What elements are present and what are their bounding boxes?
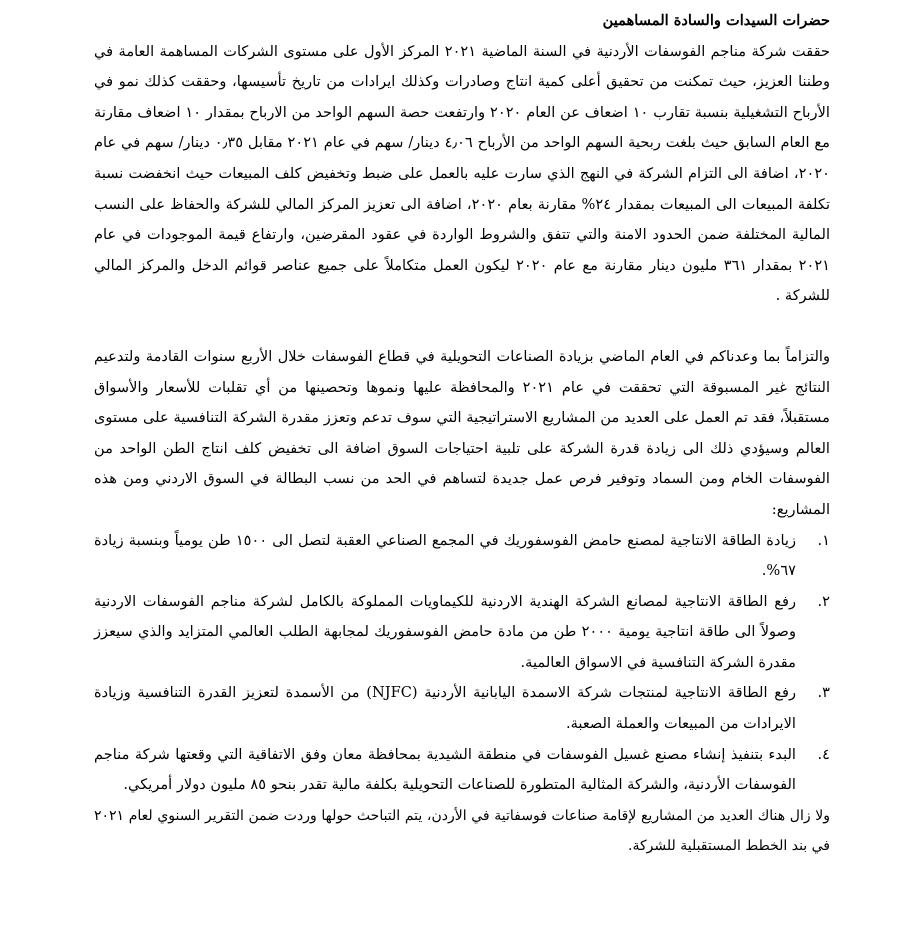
list-item — [94, 587, 830, 679]
list-item-text: زيادة الطاقة الانتاجية لمصنع حامض الفوسفوريك في المجمع الصناعي العقبة لتصل الى ١٥٠٠ طن يومياً وبنسبة زيادة ٦٧%. — [94, 531, 796, 580]
salutation-heading: حضرات السيدات والسادة المساهمين — [602, 12, 830, 29]
closing-paragraph: ولا زال هناك العديد من المشاريع لإقامة صناعات فوسفاتية في الأردن، يتم التباحث حولها وردت ضمن التقرير السنوي لعام ٢٠٢١ في بند الخطط المستقبلية للشركة. — [94, 807, 830, 855]
list-item — [94, 740, 830, 801]
list-item-number: ٣. — [817, 684, 830, 702]
paragraph-projects-intro: والتزاماً بما وعدناكم في العام الماضي بزيادة الصناعات التحويلية في قطاع الفوسفات خلال الأربع سنوات القادمة ولتدعيم النتائج غير المسبوقة التي تحققت في عام ٢٠٢١ والمحافظة عليها ونموها وتحصينها من أي تقلبات للأسعار والأسواق مستقبلاً، فقد تم العمل على العديد من المشاريع الاستراتيجية التي سوف تدعم وتعزز مقدرة الشركة التنافسية على مستوى العالم وسيؤدي ذلك الى زيادة قدرة الشركة على تلبية احتياجات السوق اضافة الى تخفيض كلف انتاج الطن الواحد من الفوسفات الخام ومن السماد وتوفير فرص عمل جديدة لتساهم في الحد من نسب البطالة في السوق الاردني ومن هذه المشاريع: — [94, 347, 830, 518]
projects-list — [94, 526, 830, 801]
list-item-number: ١. — [817, 531, 830, 549]
paragraph-gap — [94, 312, 830, 342]
list-item-text: رفع الطاقة الانتاجية لمصانع الشركة الهندية الاردنية للكيماويات المملوكة بالكامل لشركة مناجم الفوسفات الاردنية وصولاً الى طاقة انتاجية يومية ٢٠٠٠ طن من مادة حامض الفوسفوريك لمجابهة الطلب العالمي المتزايد والذي سيعزز مقدرة الشركة التنافسية في الاسواق العالمية. — [94, 592, 796, 671]
list-item — [94, 678, 830, 739]
paragraph-achievements: حققت شركة مناجم الفوسفات الأردنية في السنة الماضية ٢٠٢١ المركز الأول على مستوى الشركات المساهمة العامة في وطننا العزيز، حيث تمكنت من تحقيق أعلى كمية انتاج وصادرات وكذلك ايرادات من تاريخ تأسيسها، وحققت كذلك نمو في الأرباح التشغيلية بنسبة تقارب ١٠ اضعاف عن العام ٢٠٢٠ وارتفعت حصة السهم الواحد من الارباح بمقدار ١٠ اضعاف مقارنة مع العام السابق حيث بلغت ربحية السهم الواحد من الأرباح ٤٫٠٦ دينار/ سهم في عام ٢٠٢١ مقابل ٠٫٣٥ دينار/ سهم في عام ٢٠٢٠، اضافة الى التزام الشركة في النهج الذي سارت عليه بالعمل على ضبط وتخفيض كلف المبيعات حيث انخفضت نسبة تكلفة المبيعات الى المبيعات بمقدار ٢٤% مقارنة بعام ٢٠٢٠، اضافة الى تعزيز المركز المالي للشركة والحفاظ على النسب المالية المختلفة ضمن الحدود الامنة والتي تتفق والشروط الواردة في عقود المقرضين، وارتفاع قيمة الموجودات في عام ٢٠٢١ بمقدار ٣٦١ مليون دينار مقارنة مع عام ٢٠٢٠ ليكون العمل متكاملاً على جميع عناصر قوائم الدخل والمركز المالي للشركة . — [94, 42, 831, 305]
list-item-number: ٢. — [817, 592, 830, 610]
list-item-text: البدء بتنفيذ إنشاء مصنع غسيل الفوسفات في منطقة الشيدية بمحافظة معان وفق الاتفاقية التي وقعتها شركة مناجم الفوسفات الأردنية، والشركة المثالية المتطورة للصناعات التحويلية بكلفة مالية تقدر بنحو ٨٥ مليون دولار أمريكي. — [94, 745, 796, 794]
list-item-text: رفع الطاقة الانتاجية لمنتجات شركة الاسمدة اليابانية الأردنية (NJFC) من الأسمدة لتعزيز القدرة التنافسية وزيادة الايرادات من المبيعات والعملة الصعبة. — [94, 684, 796, 733]
list-item — [94, 526, 830, 587]
list-item-number: ٤. — [817, 745, 830, 763]
letter-document — [94, 6, 830, 862]
